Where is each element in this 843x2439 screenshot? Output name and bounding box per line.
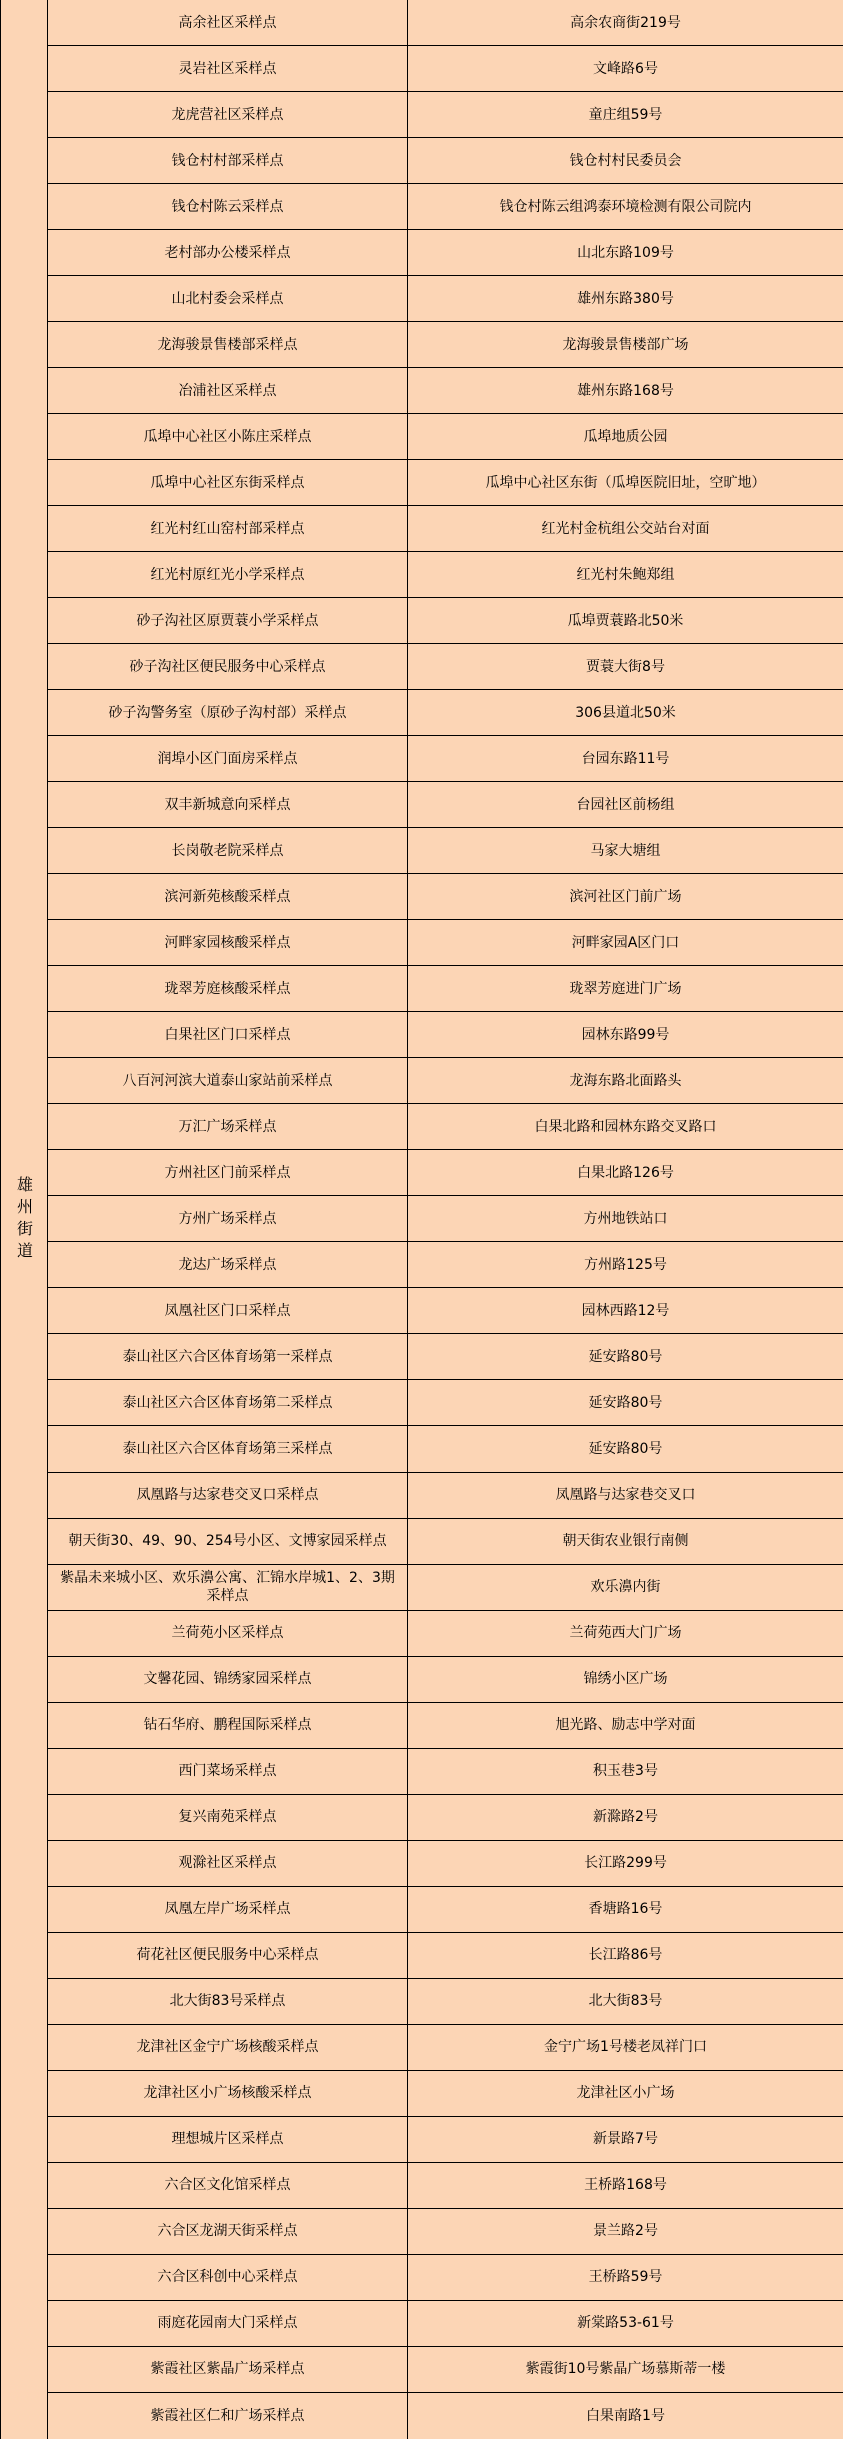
- site-name-cell: 长岗敬老院采样点: [48, 828, 408, 873]
- site-name-cell: 方州广场采样点: [48, 1196, 408, 1241]
- site-name-cell: 理想城片区采样点: [48, 2117, 408, 2162]
- site-name-cell: 砂子沟社区便民服务中心采样点: [48, 644, 408, 689]
- site-name-cell: 泰山社区六合区体育场第三采样点: [48, 1426, 408, 1471]
- site-name-cell: 高余社区采样点: [48, 0, 408, 45]
- table-row: [48, 1473, 843, 1519]
- table-row: [48, 1380, 843, 1426]
- table-row: [48, 1933, 843, 1979]
- table-row: [48, 1657, 843, 1703]
- site-address-cell: 钱仓村村民委员会: [569, 152, 682, 169]
- site-address-cell: 瓜埠地质公园: [583, 428, 668, 445]
- site-address-cell: 香塘路16号: [588, 1901, 663, 1918]
- table-row: [48, 2347, 843, 2393]
- site-address-cell: 马家大塘组: [590, 842, 661, 859]
- table-row: [48, 1841, 843, 1887]
- table-row: [48, 2209, 843, 2255]
- site-address-cell: 高余农商街219号: [570, 14, 681, 31]
- table-row: [48, 2117, 843, 2163]
- site-name-cell: 河畔家园核酸采样点: [48, 920, 408, 965]
- site-name-cell: 雨庭花园南大门采样点: [48, 2301, 408, 2346]
- site-name-cell: 瓜埠中心社区东街采样点: [48, 460, 408, 505]
- site-name-cell: 钱仓村村部采样点: [48, 138, 408, 183]
- district-cell: [0, 0, 48, 2439]
- site-name-cell: 冶浦社区采样点: [48, 368, 408, 413]
- table-row: [48, 2255, 843, 2301]
- site-name-cell: 凤凰社区门口采样点: [48, 1288, 408, 1333]
- site-address-cell: 园林西路12号: [581, 1302, 670, 1319]
- site-address-cell: 旭光路、励志中学对面: [555, 1717, 696, 1734]
- table-row: [48, 1519, 843, 1565]
- table-row: [48, 1611, 843, 1657]
- table-row: [48, 1288, 843, 1334]
- table-row: [48, 506, 843, 552]
- site-address-cell: 金宁广场1号楼老凤祥门口: [544, 2039, 707, 2056]
- site-address-cell: 童庄组59号: [588, 106, 663, 123]
- site-name-cell: 钻石华府、鹏程国际采样点: [48, 1703, 408, 1748]
- table-row: [48, 736, 843, 782]
- site-address-cell: 园林东路99号: [581, 1026, 670, 1043]
- table-body: [48, 0, 843, 2439]
- table-row: [48, 1058, 843, 1104]
- table-row: [48, 1703, 843, 1749]
- table-row: [48, 598, 843, 644]
- table-row: [48, 2163, 843, 2209]
- site-address-cell: 河畔家园A区门口: [571, 934, 680, 951]
- site-name-cell: 八百河河滨大道泰山家站前采样点: [48, 1058, 408, 1103]
- site-name-cell: 山北村委会采样点: [48, 276, 408, 321]
- table-row: [48, 2393, 843, 2439]
- site-name-cell: 观滁社区采样点: [48, 1841, 408, 1886]
- site-name-cell: 龙虎营社区采样点: [48, 92, 408, 137]
- site-name-cell: 泰山社区六合区体育场第二采样点: [48, 1380, 408, 1425]
- site-name-cell: 龙达广场采样点: [48, 1242, 408, 1287]
- table-row: [48, 230, 843, 276]
- site-address-cell: 瓜埠中心社区东街（瓜埠医院旧址，空旷地）: [485, 474, 766, 491]
- site-name-cell: 白果社区门口采样点: [48, 1012, 408, 1057]
- site-address-cell: 新棠路53-61号: [577, 2315, 674, 2332]
- table-row: [48, 920, 843, 966]
- site-name-cell: 凤凰左岸广场采样点: [48, 1887, 408, 1932]
- site-address-cell: 紫霞街10号紫晶广场慕斯蒂一楼: [525, 2361, 726, 2378]
- table-row: [48, 460, 843, 506]
- site-name-cell: 朝天街30、49、90、254号小区、文博家园采样点: [48, 1519, 408, 1564]
- site-name-cell: 珑翠芳庭核酸采样点: [48, 966, 408, 1011]
- site-address-cell: 瓜埠贾蓑路北50米: [567, 612, 684, 629]
- site-name-cell: 砂子沟社区原贾蓑小学采样点: [48, 598, 408, 643]
- site-name-cell: 六合区文化馆采样点: [48, 2163, 408, 2208]
- table-row: [48, 828, 843, 874]
- site-address-cell: 滨河社区门前广场: [569, 888, 682, 905]
- site-name-cell: 紫霞社区紫晶广场采样点: [48, 2347, 408, 2392]
- table-row: [48, 322, 843, 368]
- table-row: [48, 0, 843, 46]
- site-name-cell: 瓜埠中心社区小陈庄采样点: [48, 414, 408, 459]
- site-address-cell: 延安路80号: [588, 1394, 663, 1411]
- site-name-cell: 方州社区门前采样点: [48, 1150, 408, 1195]
- site-name-cell: 复兴南苑采样点: [48, 1795, 408, 1840]
- site-address-cell: 积玉巷3号: [593, 1763, 658, 1780]
- site-address-cell: 长江路86号: [588, 1947, 663, 1964]
- table-row: [48, 368, 843, 414]
- table-row: [48, 2301, 843, 2347]
- site-address-cell: 白果北路126号: [577, 1164, 674, 1181]
- table-row: [48, 2025, 843, 2071]
- table-row: [48, 1150, 843, 1196]
- table-row: [48, 46, 843, 92]
- table-row: [48, 1426, 843, 1472]
- site-name-cell: 北大街83号采样点: [48, 1979, 408, 2024]
- table-row: [48, 782, 843, 828]
- site-address-cell: 钱仓村陈云组鸿泰环境检测有限公司院内: [499, 198, 752, 215]
- site-name-cell: 六合区龙湖天街采样点: [48, 2209, 408, 2254]
- site-address-cell: 雄州东路168号: [577, 382, 674, 399]
- site-address-cell: 台园东路11号: [581, 750, 670, 767]
- table-row: [48, 1334, 843, 1380]
- site-address-cell: 珑翠芳庭进门广场: [569, 980, 682, 997]
- table-row: [48, 966, 843, 1012]
- site-name-cell: 万汇广场采样点: [48, 1104, 408, 1149]
- site-address-cell: 欢乐濞内街: [590, 1579, 661, 1596]
- site-name-cell: 砂子沟警务室（原砂子沟村部）采样点: [48, 690, 408, 735]
- site-address-cell: 景兰路2号: [593, 2223, 658, 2240]
- district-label: 雄州街道: [14, 1175, 34, 1264]
- site-address-cell: 北大街83号: [588, 1993, 663, 2010]
- site-address-cell: 山北东路109号: [577, 244, 674, 261]
- site-address-cell: 兰荷苑西大门广场: [569, 1625, 682, 1642]
- site-name-cell: 凤凰路与达家巷交叉口采样点: [48, 1473, 408, 1518]
- site-address-cell: 凤凰路与达家巷交叉口: [555, 1487, 696, 1503]
- site-address-cell: 龙津社区小广场: [576, 2085, 675, 2102]
- table-row: [48, 644, 843, 690]
- site-name-cell: 润埠小区门面房采样点: [48, 736, 408, 781]
- site-name-cell: 泰山社区六合区体育场第一采样点: [48, 1334, 408, 1379]
- site-address-cell: 红光村金杭组公交站台对面: [541, 520, 710, 537]
- table-row: [48, 138, 843, 184]
- site-address-cell: 台园社区前杨组: [576, 796, 675, 813]
- site-address-cell: 锦绣小区广场: [583, 1671, 668, 1688]
- site-name-cell: 荷花社区便民服务中心采样点: [48, 1933, 408, 1978]
- table-row: [48, 1196, 843, 1242]
- site-address-cell: 方州路125号: [584, 1256, 667, 1273]
- site-address-cell: 方州地铁站口: [583, 1210, 668, 1227]
- site-address-cell: 龙海东路北面路头: [569, 1072, 682, 1089]
- site-name-cell: 龙海骏景售楼部采样点: [48, 322, 408, 367]
- site-address-cell: 龙海骏景售楼部广场: [562, 336, 689, 353]
- table-row: [48, 1565, 843, 1611]
- table-row: [48, 552, 843, 598]
- site-address-cell: 延安路80号: [588, 1440, 663, 1457]
- table-row: [48, 1795, 843, 1841]
- site-address-cell: 贾蓑大街8号: [586, 658, 665, 675]
- site-name-cell: 紫晶未来城小区、欢乐濞公寓、汇锦水岸城1、2、3期采样点: [48, 1565, 408, 1610]
- site-address-cell: 白果南路1号: [586, 2407, 665, 2424]
- site-address-cell: 白果北路和园林东路交叉路口: [534, 1118, 717, 1135]
- site-name-cell: 西门菜场采样点: [48, 1749, 408, 1794]
- site-address-cell: 雄州东路380号: [577, 290, 674, 307]
- site-name-cell: 钱仓村陈云采样点: [48, 184, 408, 229]
- site-name-cell: 滨河新苑核酸采样点: [48, 874, 408, 919]
- site-address-cell: 长江路299号: [584, 1855, 667, 1872]
- site-address-cell: 王桥路168号: [584, 2177, 667, 2194]
- site-address-cell: 306县道北50米: [575, 704, 676, 721]
- site-address-cell: 红光村朱鲍郑组: [576, 566, 675, 583]
- site-name-cell: 灵岩社区采样点: [48, 46, 408, 91]
- table-row: [48, 1104, 843, 1150]
- site-address-cell: 王桥路59号: [588, 2269, 663, 2286]
- site-name-cell: 红光村红山窑村部采样点: [48, 506, 408, 551]
- table-row: [48, 1242, 843, 1288]
- site-address-cell: 新滁路2号: [593, 1809, 658, 1826]
- table-row: [48, 1887, 843, 1933]
- site-name-cell: 老村部办公楼采样点: [48, 230, 408, 275]
- site-name-cell: 六合区科创中心采样点: [48, 2255, 408, 2300]
- site-name-cell: 龙津社区小广场核酸采样点: [48, 2071, 408, 2116]
- site-name-cell: 龙津社区金宁广场核酸采样点: [48, 2025, 408, 2070]
- site-address-cell: 文峰路6号: [593, 60, 658, 77]
- table-row: [48, 414, 843, 460]
- table-row: [48, 1749, 843, 1795]
- site-address-cell: 延安路80号: [588, 1348, 663, 1365]
- site-address-cell: 新景路7号: [593, 2131, 658, 2148]
- table-row: [48, 184, 843, 230]
- table-row: [48, 1979, 843, 2025]
- table-row: [48, 690, 843, 736]
- site-name-cell: 双丰新城意向采样点: [48, 782, 408, 827]
- site-name-cell: 文馨花园、锦绣家园采样点: [48, 1657, 408, 1702]
- site-name-cell: 紫霞社区仁和广场采样点: [48, 2393, 408, 2439]
- site-name-cell: 红光村原红光小学采样点: [48, 552, 408, 597]
- table-row: [48, 92, 843, 138]
- table-row: [48, 2071, 843, 2117]
- site-name-cell: 兰荷苑小区采样点: [48, 1611, 408, 1656]
- table-row: [48, 1012, 843, 1058]
- table-row: [48, 276, 843, 322]
- site-address-cell: 朝天街农业银行南侧: [562, 1533, 689, 1550]
- table-row: [48, 874, 843, 920]
